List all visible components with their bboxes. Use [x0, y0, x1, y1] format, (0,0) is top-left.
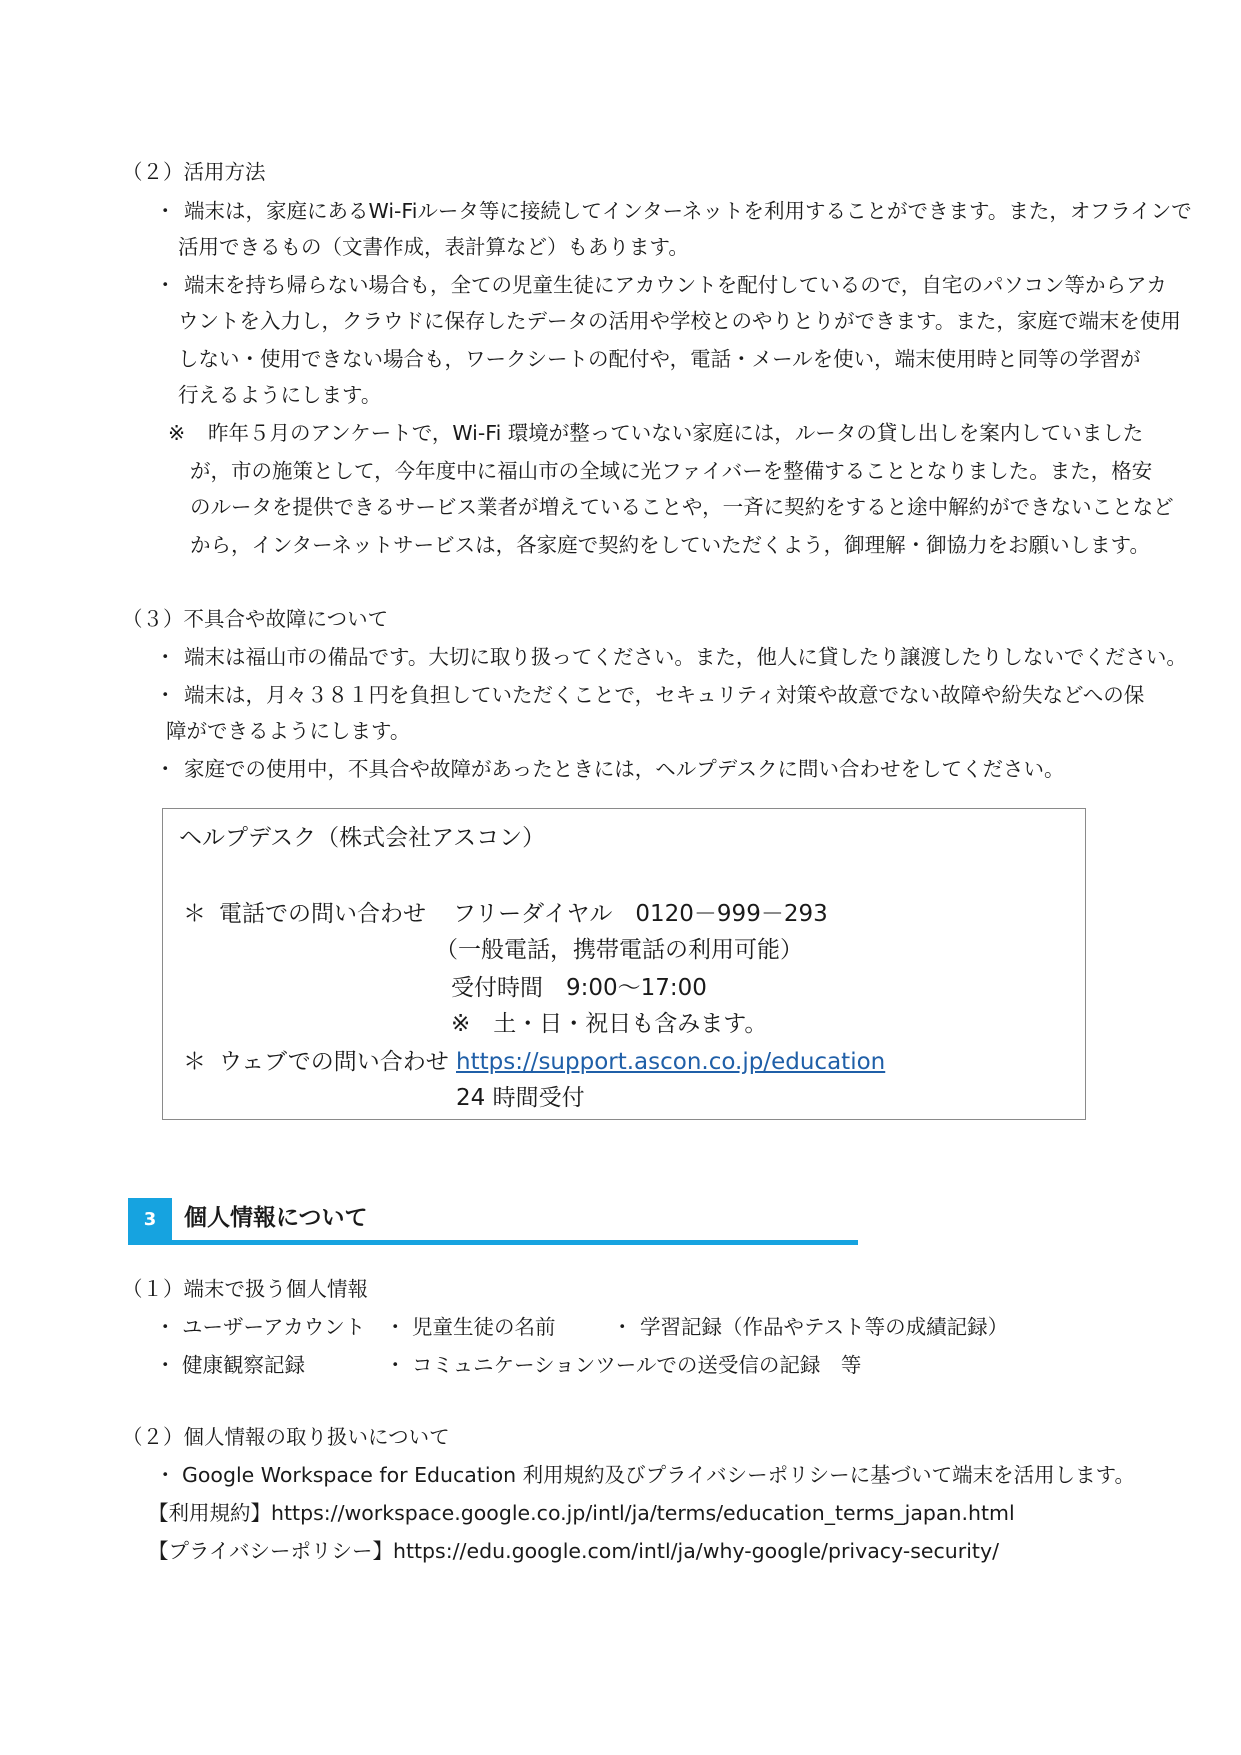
- phone-label: 電話での問い合わせ: [219, 901, 426, 927]
- section-3-heading: （３）不具合や故障について: [122, 607, 389, 631]
- web-note: 24 時間受付: [456, 1085, 585, 1111]
- s2-note-line3: のルータを提供できるサービス業者が増えていることや，一斉に契約をすると途中解約ができないことなど: [190, 495, 1174, 519]
- s3-b2-line2: 障ができるようにします。: [166, 719, 411, 743]
- s2-note-line4: から，インターネットサービスは，各家庭で契約をしていただくよう，御理解・御協力をお願いします。: [190, 533, 1151, 557]
- personal-info-heading-2: （２）個人情報の取り扱いについて: [122, 1425, 450, 1449]
- p2-line: Google Workspace for Education 利用規約及びプライバシーポリシーに基づいて端末を活用します。: [182, 1463, 1135, 1487]
- bullet: ・: [155, 1315, 176, 1339]
- star-mark: ＊: [183, 901, 206, 927]
- section-number-badge: 3: [128, 1198, 172, 1240]
- star-mark: ＊: [183, 1049, 206, 1075]
- bullet: ・: [155, 683, 176, 707]
- s2-b1-line2: 活用できるもの（文書作成，表計算など）もあります。: [178, 235, 689, 259]
- personal-info-heading-1: （１）端末で扱う個人情報: [122, 1277, 368, 1301]
- terms-url[interactable]: 【利用規約】https://workspace.google.co.jp/intl/ja/terms/education_terms_japan.html: [148, 1501, 1015, 1525]
- bullet: ・: [385, 1315, 406, 1339]
- s2-b1-line1: 端末は，家庭にあるWi-Fiルータ等に接続してインターネットを利用することができます。また，オフラインで: [184, 199, 1192, 223]
- privacy-url[interactable]: 【プライバシーポリシー】https://edu.google.com/intl/ja/why-google/privacy-security/: [148, 1539, 999, 1563]
- s3-b2-line1: 端末は，月々３８１円を負担していただくことで，セキュリティ対策や故意でない故障や紛失などへの保: [184, 683, 1145, 707]
- bullet: ・: [612, 1315, 633, 1339]
- s2-b2-line1: 端末を持ち帰らない場合も，全ての児童生徒にアカウントを配付しているので，自宅のパソコン等からアカ: [184, 273, 1167, 297]
- section-2-heading: （２）活用方法: [122, 160, 266, 184]
- helpdesk-title: ヘルプデスク（株式会社アスコン）: [179, 825, 546, 851]
- s2-note-line1: 昨年５月のアンケートで，Wi-Fi 環境が整っていない家庭には，ルータの貸し出しを案内していました: [208, 421, 1144, 445]
- list-item: 児童生徒の名前: [412, 1315, 556, 1339]
- list-item: 健康観察記録: [182, 1353, 305, 1377]
- hours-note: ※ 土・日・祝日も含みます。: [451, 1011, 768, 1037]
- bullet: ・: [155, 199, 176, 223]
- helpdesk-box: [162, 808, 1086, 1120]
- s3-b3: 家庭での使用中，不具合や故障があったときには，ヘルプデスクに問い合わせをしてください。: [184, 757, 1065, 781]
- bullet: ・: [155, 645, 176, 669]
- bullet: ・: [385, 1353, 406, 1377]
- s2-b2-line2: ウントを入力し，クラウドに保存したデータの活用や学校とのやりとりができます。また，家庭で端末を使用: [178, 309, 1181, 333]
- bullet: ・: [155, 1353, 176, 1377]
- list-item: 学習記録（作品やテスト等の成績記録）: [640, 1315, 1009, 1339]
- section-title: 個人情報について: [184, 1205, 368, 1231]
- s2-b2-line3: しない・使用できない場合も，ワークシートの配付や，電話・メールを使い，端末使用時と同等の学習が: [178, 347, 1141, 371]
- web-label: ウェブでの問い合わせ: [219, 1049, 449, 1075]
- bullet: ・: [155, 273, 176, 297]
- bullet: ・: [155, 757, 176, 781]
- helpdesk-web-link[interactable]: https://support.ascon.co.jp/education: [456, 1049, 886, 1075]
- section-underline: [128, 1240, 858, 1245]
- phone-note: （一般電話，携帯電話の利用可能）: [435, 937, 803, 963]
- s3-b1: 端末は福山市の備品です。大切に取り扱ってください。また，他人に貸したり譲渡したりしないでください。: [184, 645, 1187, 669]
- s2-b2-line4: 行えるようにします。: [178, 383, 382, 407]
- phone-value: フリーダイヤル 0120－999－293: [453, 901, 828, 927]
- note-mark: ※: [168, 421, 186, 445]
- list-item: コミュニケーションツールでの送受信の記録 等: [412, 1353, 862, 1377]
- bullet: ・: [155, 1463, 176, 1487]
- hours: 受付時間 9:00～17:00: [451, 975, 707, 1001]
- list-item: ユーザーアカウント: [182, 1315, 366, 1339]
- s2-note-line2: が，市の施策として，今年度中に福山市の全域に光ファイバーを整備することとなりました。また，格安: [190, 459, 1153, 483]
